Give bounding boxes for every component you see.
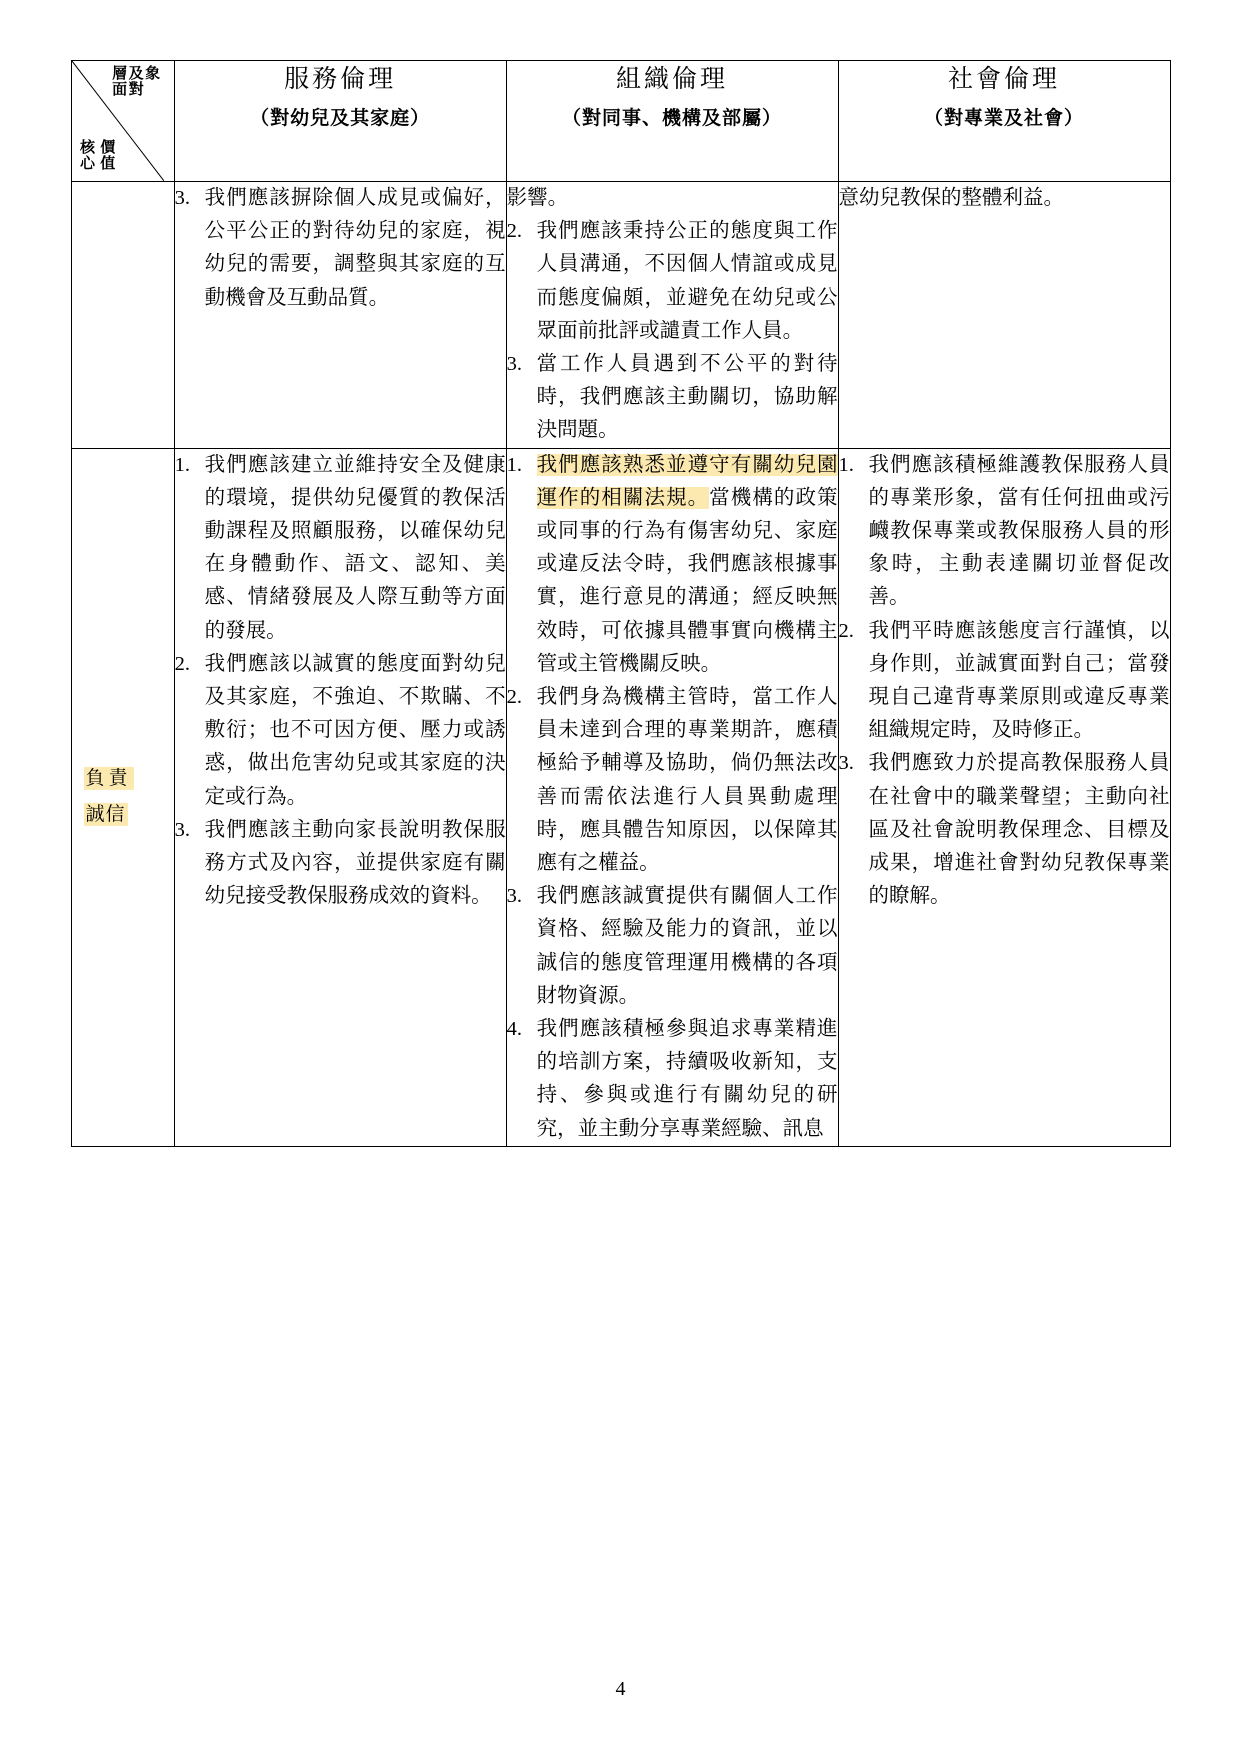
highlighted-text: 我們應該熟悉並遵守有關幼兒園運作的相關法規。 — [536, 453, 838, 509]
list-item-text: 我們應該摒除個人成見或偏好，公平公正的對待幼兒的家庭，視幼兒的需要，調整與其家庭的互動機會及互動品質。 — [204, 187, 506, 309]
table-header-row — [71, 61, 1170, 182]
corner-bottom-line1: 核心 — [78, 138, 94, 171]
page-number: 4 — [615, 1678, 626, 1700]
header-corner-cell — [71, 61, 174, 182]
list-item-text: 我們應該主動向家長說明教保服務方式及內容，並提供家庭有關幼兒接受教保服務成效的資料。 — [204, 818, 506, 908]
corner-top-line1: 層面 — [110, 65, 127, 97]
list-item-text-rest: 當機構的政策或同事的行為有傷害幼兒、家庭或違反法令時，我們應該根據事實，進行意見的溝通；經反映無效時，可依據具體事實向機構主管或主管機關反映。 — [536, 486, 838, 675]
corner-top-line2: 及對 — [126, 65, 143, 97]
row1-organization-list — [507, 215, 838, 447]
row2-social-list — [839, 449, 1170, 914]
header-service-ethics — [174, 61, 506, 182]
row1-organization-cell — [506, 182, 838, 449]
row2-service-cell — [174, 448, 506, 1146]
list-item-number: 2. — [838, 619, 854, 642]
list-item — [507, 1013, 838, 1146]
list-item-text: 我們應該秉持公正的態度與工作人員溝通，不因個人情誼或成見而態度偏頗，並避免在幼兒或公眾面前批評或譴責工作人員。 — [536, 220, 838, 342]
core-value-line2: 誠信 — [85, 804, 126, 826]
list-item-number: 3. — [838, 752, 854, 775]
header-organization-ethics — [506, 61, 838, 182]
corner-top-line3: 象 — [143, 65, 160, 81]
list-item-number: 3. — [174, 818, 191, 841]
core-value-label — [84, 761, 134, 833]
list-item-number: 2. — [506, 686, 522, 709]
header-service-title: 服務倫理 — [284, 66, 397, 93]
list-item-text: 我們應該誠實提供有關個人工作資格、經驗及能力的資訊，並以誠信的態度管理運用機構的各項財物資源。 — [536, 885, 838, 1007]
list-item — [507, 681, 838, 880]
row2-service-list — [175, 449, 506, 914]
list-item-number: 1. — [838, 453, 854, 476]
row2-organization-cell — [506, 448, 838, 1146]
list-item — [175, 449, 506, 648]
list-item-text: 我們應致力於提高教保服務人員在社會中的職業聲望；主動向社區及社會說明教保理念、目標及成果，增進社會對幼兒教保專業的瞭解。 — [868, 752, 1170, 908]
corner-bottom-label — [78, 139, 115, 176]
list-item — [507, 880, 838, 1013]
list-item-number: 3. — [506, 885, 522, 908]
corner-bottom-line2: 價值 — [98, 138, 115, 171]
row2-value-cell — [71, 448, 174, 1146]
list-item-number: 1. — [174, 453, 191, 476]
list-item-text: 我們應該建立並維持安全及健康的環境，提供幼兒優質的教保活動課程及照顧服務，以確保幼兒在身體動作、語文、認知、美感、情緒發展及人際互動等方面的發展。 — [204, 453, 506, 642]
row1-service-cell — [174, 182, 506, 449]
row1-service-list — [175, 182, 506, 315]
header-social-title: 社會倫理 — [948, 66, 1061, 93]
header-organization-title: 組織倫理 — [616, 66, 729, 93]
row1-social-cell — [838, 182, 1170, 449]
list-item-number: 2. — [506, 220, 522, 243]
table-row — [71, 448, 1170, 1146]
list-item — [175, 648, 506, 814]
row1-value-cell — [71, 182, 174, 449]
header-social-ethics — [838, 61, 1170, 182]
header-social-subtitle: （對專業及社會） — [924, 107, 1085, 129]
list-item — [507, 449, 838, 681]
list-item — [175, 182, 506, 315]
list-item-text: 我們應該以誠實的態度面對幼兒及其家庭，不強迫、不欺瞞、不敷衍；也不可因方便、壓力或誘惑，做出危害幼兒或其家庭的決定或行為。 — [204, 652, 506, 808]
list-item-number: 4. — [506, 1018, 522, 1041]
core-value-line1: 負責 — [85, 768, 132, 790]
list-item — [839, 747, 1170, 913]
header-service-subtitle: （對幼兒及其家庭） — [250, 107, 431, 129]
row2-social-cell — [838, 448, 1170, 1146]
list-item-number: 1. — [506, 453, 522, 476]
corner-top-label — [110, 65, 168, 97]
list-item-text: 我們應該積極維護教保服務人員的專業形象，當有任何扭曲或污衊教保專業或教保服務人員的形象時，主動表達關切並督促改善。 — [868, 453, 1170, 609]
list-item-number: 3. — [174, 187, 191, 209]
list-item-number: 3. — [506, 353, 522, 376]
table-row — [71, 182, 1170, 449]
list-item — [839, 615, 1170, 748]
row1-social-lead: 意幼兒教保的整體利益。 — [838, 187, 1065, 209]
ethics-table — [71, 60, 1171, 1147]
row1-organization-lead: 影響。 — [506, 187, 569, 209]
list-item — [507, 215, 838, 348]
row2-organization-list — [507, 449, 838, 1146]
list-item-text: 我們平時應該態度言行謹慎，以身作則，並誠實面對自己；當發現自己違背專業原則或違反專業組織規定時，及時修正。 — [868, 619, 1170, 742]
list-item — [507, 348, 838, 448]
list-item-text — [537, 449, 838, 681]
list-item-text: 當工作人員遇到不公平的對待時，我們應該主動關切，協助解決問題。 — [536, 353, 838, 442]
header-organization-subtitle: （對同事、機構及部屬） — [562, 107, 783, 129]
list-item — [175, 814, 506, 914]
list-item — [839, 449, 1170, 615]
list-item-text: 我們應該積極參與追求專業精進的培訓方案，持續吸收新知，支持、參與或進行有關幼兒的研究，並主動分享專業經驗、訊息 — [536, 1018, 838, 1140]
list-item-number: 2. — [174, 652, 191, 675]
list-item-text: 我們身為機構主管時，當工作人員未達到合理的專業期許，應積極給予輔導及協助，倘仍無法改善而需依法進行人員異動處理時，應具體告知原因，以保障其應有之權益。 — [536, 686, 838, 875]
